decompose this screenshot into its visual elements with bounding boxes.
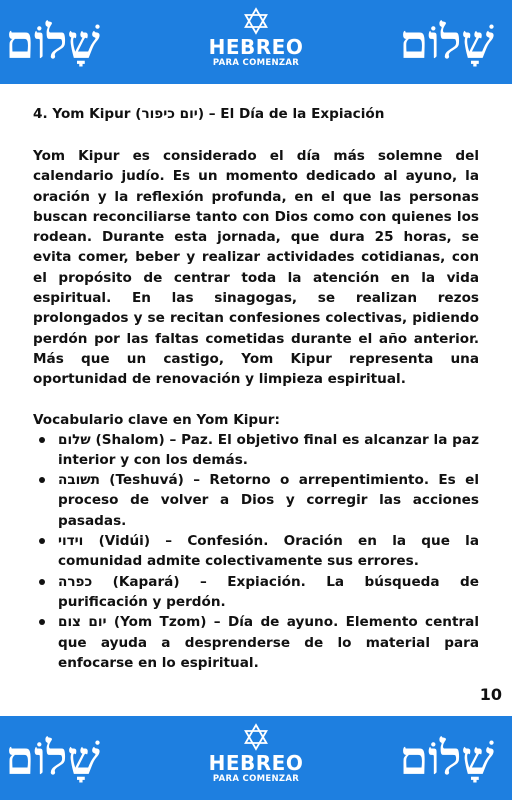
- vocab-item: [33, 612, 479, 673]
- page-number: 10: [479, 685, 502, 704]
- logo-title: HEBREO: [208, 751, 304, 775]
- vocab-item-text: כפרה (Kapará) – Expiación. La búsqueda de purificación y perdón.: [58, 573, 479, 610]
- footer-logo: [196, 722, 316, 794]
- vocab-item-text: יום צום (Yom Tzom) – Día de ayuno. Elemento central que ayuda a desprenderse de lo material para enfocarse en lo espiritual.: [58, 614, 480, 671]
- vocab-item-text: שלום (Shalom) – Paz. El objetivo final es alcanzar la paz interior y con los demás.: [58, 431, 479, 468]
- bullet-icon: [39, 579, 45, 585]
- logo-subtitle: PARA COMENZAR: [212, 774, 300, 784]
- vocab-list: [33, 430, 479, 674]
- body-paragraph: Yom Kipur es considerado el día más solemne del calendario judío. Es un momento dedicado al ayuno, la oración y la reflexión profunda, en el que las personas buscan reconciliarse tanto con Dios como con quienes los rodean. Durante esta jornada, que dura 25 horas, se evita comer, beber y realizar actividades cotidianas, con el propósito de centrar toda la atención en la vida espiritual. En las sinagogas, se realizan rezos prolongados y se recitan confesiones colectivas, pidiendo perdón por las faltas cometidas durante el año anterior. Más que un castigo, Yom Kipur representa una oportunidad de renovación y limpieza espiritual.: [33, 148, 479, 388]
- vocab-item: [33, 572, 479, 613]
- vocab-item: [33, 531, 479, 572]
- vocab-item-text: תשובה (Teshuvá) – Retorno o arrepentimiento. Es el proceso de volver a Dios y corregir las acciones pasadas.: [58, 472, 479, 529]
- footer-shalom-right: שָׁלוֹם: [399, 731, 494, 785]
- logo-title: HEBREO: [208, 35, 304, 59]
- vocab-item: [33, 470, 479, 531]
- bullet-icon: [39, 477, 45, 483]
- header-shalom-right: שָׁלוֹם: [399, 15, 494, 69]
- logo-subtitle: PARA COMENZAR: [212, 58, 300, 68]
- vocab-title: Vocabulario clave en Yom Kipur:: [33, 411, 280, 428]
- header-logo: [196, 6, 316, 78]
- vocab-item-text: וידוי (Vidúi) – Confesión. Oración en la que la comunidad admite colectivamente sus errores.: [58, 533, 479, 570]
- section-heading: 4. Yom Kipur (יום כיפור) – El Día de la Expiación: [33, 106, 385, 122]
- bullet-icon: [39, 437, 45, 443]
- vocab-item: [33, 430, 479, 471]
- footer-shalom-left: שָׁלוֹם: [5, 731, 100, 785]
- star-of-david-icon: [241, 722, 271, 752]
- bullet-icon: [39, 619, 45, 625]
- header-shalom-left: שָׁלוֹם: [5, 15, 100, 69]
- header-band: [0, 0, 512, 84]
- bullet-icon: [39, 538, 45, 544]
- page-content: [33, 104, 479, 673]
- star-of-david-icon: [241, 6, 271, 36]
- footer-band: [0, 716, 512, 800]
